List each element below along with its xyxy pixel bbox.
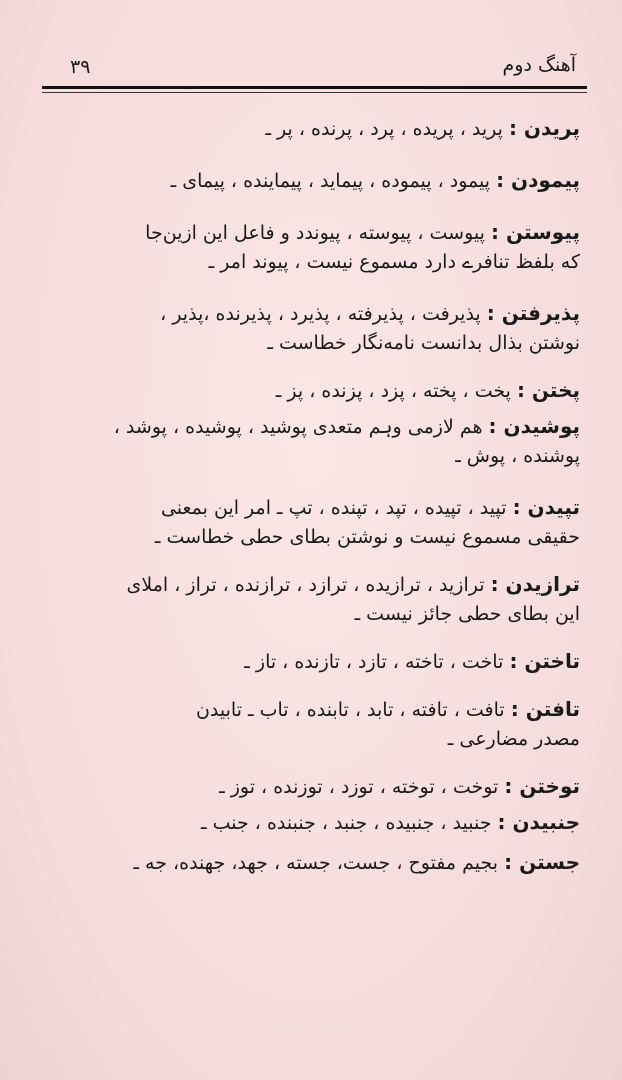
page-number: ۳۹	[70, 56, 91, 78]
entry-first-line	[60, 808, 580, 838]
entry-definition: بجیم مفتوح ، جست، جسته ، جهد، جهنده، جه ـ	[133, 852, 499, 874]
entry-first-line	[60, 299, 580, 329]
entry-continuation-line	[60, 725, 580, 754]
entry-definition: تافت ، تافته ، تابد ، تابنده ، تاب ـ تابیدن	[195, 699, 505, 721]
entry-continuation-line	[60, 523, 580, 552]
entry-headword: ترازیدن :	[490, 572, 580, 596]
entry-definition: این بطای حطی جائز نیست ـ	[354, 603, 580, 625]
entry-headword: توختن :	[504, 774, 580, 798]
entry-first-line	[60, 412, 580, 442]
entry-definition: پذیرفت ، پذیرفته ، پذیرد ، پذیرنده ،پذیر ،	[160, 303, 481, 325]
entry-first-line	[60, 376, 580, 406]
dictionary-entry	[60, 166, 580, 196]
entry-definition: ترازید ، ترازیده ، ترازد ، ترازنده ، تراز ، املای	[126, 574, 485, 596]
page-header	[42, 50, 582, 84]
entry-list	[60, 100, 580, 878]
entry-definition: پوشنده ، پوش ـ	[455, 445, 580, 467]
entry-first-line	[60, 772, 580, 802]
entry-continuation-line	[60, 329, 580, 358]
entry-headword: تپیدن :	[512, 495, 580, 519]
entry-first-line	[60, 647, 580, 677]
dictionary-entry	[60, 695, 580, 754]
entry-definition: تاخت ، تاخته ، تازد ، تازنده ، تاز ـ	[244, 651, 504, 673]
running-title: آهنگ دوم	[502, 54, 576, 76]
header-rule-thick	[42, 86, 587, 89]
entry-first-line	[60, 848, 580, 878]
dictionary-entry	[60, 647, 580, 677]
header-rule-thin	[42, 92, 587, 93]
entry-headword: جستن :	[504, 850, 580, 874]
entry-continuation-line	[60, 442, 580, 471]
dictionary-entry	[60, 772, 580, 802]
dictionary-entry	[60, 570, 580, 629]
entry-definition: جنبید ، جنبیده ، جنبد ، جنبنده ، جنب ـ	[201, 812, 492, 834]
entry-first-line	[60, 218, 580, 248]
dictionary-entry	[60, 299, 580, 358]
dictionary-entry	[60, 808, 580, 838]
entry-headword: پختن :	[516, 378, 580, 402]
entry-first-line	[60, 114, 580, 144]
entry-headword: پذیرفتن :	[486, 301, 580, 325]
entry-headword: پیمودن :	[496, 168, 580, 192]
entry-first-line	[60, 570, 580, 600]
entry-definition: پیمود ، پیموده ، پیماید ، پیماینده ، پیمای ـ	[170, 170, 491, 192]
entry-headword: تاختن :	[509, 649, 580, 673]
dictionary-entry	[60, 493, 580, 552]
entry-definition: که بلفظ تنافرے دارد مسموع نیست ، پیوند امر ـ	[208, 251, 580, 273]
entry-definition: مصدر مضارعی ـ	[447, 728, 580, 750]
dictionary-entry	[60, 412, 580, 471]
entry-definition: تپید ، تپیده ، تپد ، تپنده ، تپ ـ امر این بمعنی	[160, 497, 507, 519]
entry-definition: حقیقی مسموع نیست و نوشتن بطای حطی خطاست ـ	[154, 526, 580, 548]
dictionary-entry	[60, 376, 580, 406]
entry-headword: پیوستن :	[490, 220, 580, 244]
entry-continuation-line	[60, 248, 580, 277]
entry-definition: هم لازمی وہم متعدی پوشید ، پوشیده ، پوشد ،	[113, 416, 483, 438]
entry-definition: نوشتن بذال بدانست نامه‌نگار خطاست ـ	[267, 332, 580, 354]
entry-first-line	[60, 166, 580, 196]
dictionary-entry	[60, 848, 580, 878]
entry-first-line	[60, 493, 580, 523]
entry-continuation-line	[60, 600, 580, 629]
entry-headword: پریدن :	[508, 116, 580, 140]
entry-headword: تافتن :	[510, 697, 580, 721]
entry-definition: پخت ، پخته ، پزد ، پزنده ، پز ـ	[275, 380, 511, 402]
entry-first-line	[60, 695, 580, 725]
entry-definition: توخت ، توخته ، توزد ، توزنده ، توز ـ	[219, 776, 499, 798]
entry-headword: پوشیدن :	[488, 414, 580, 438]
entry-headword: جنبیدن :	[497, 810, 580, 834]
entry-definition: پیوست ، پیوسته ، پیوندد و فاعل این ازین‌جا	[145, 222, 485, 244]
entry-definition: پرید ، پریده ، پرد ، پرنده ، پر ـ	[265, 118, 503, 140]
dictionary-entry	[60, 114, 580, 144]
dictionary-entry	[60, 218, 580, 277]
